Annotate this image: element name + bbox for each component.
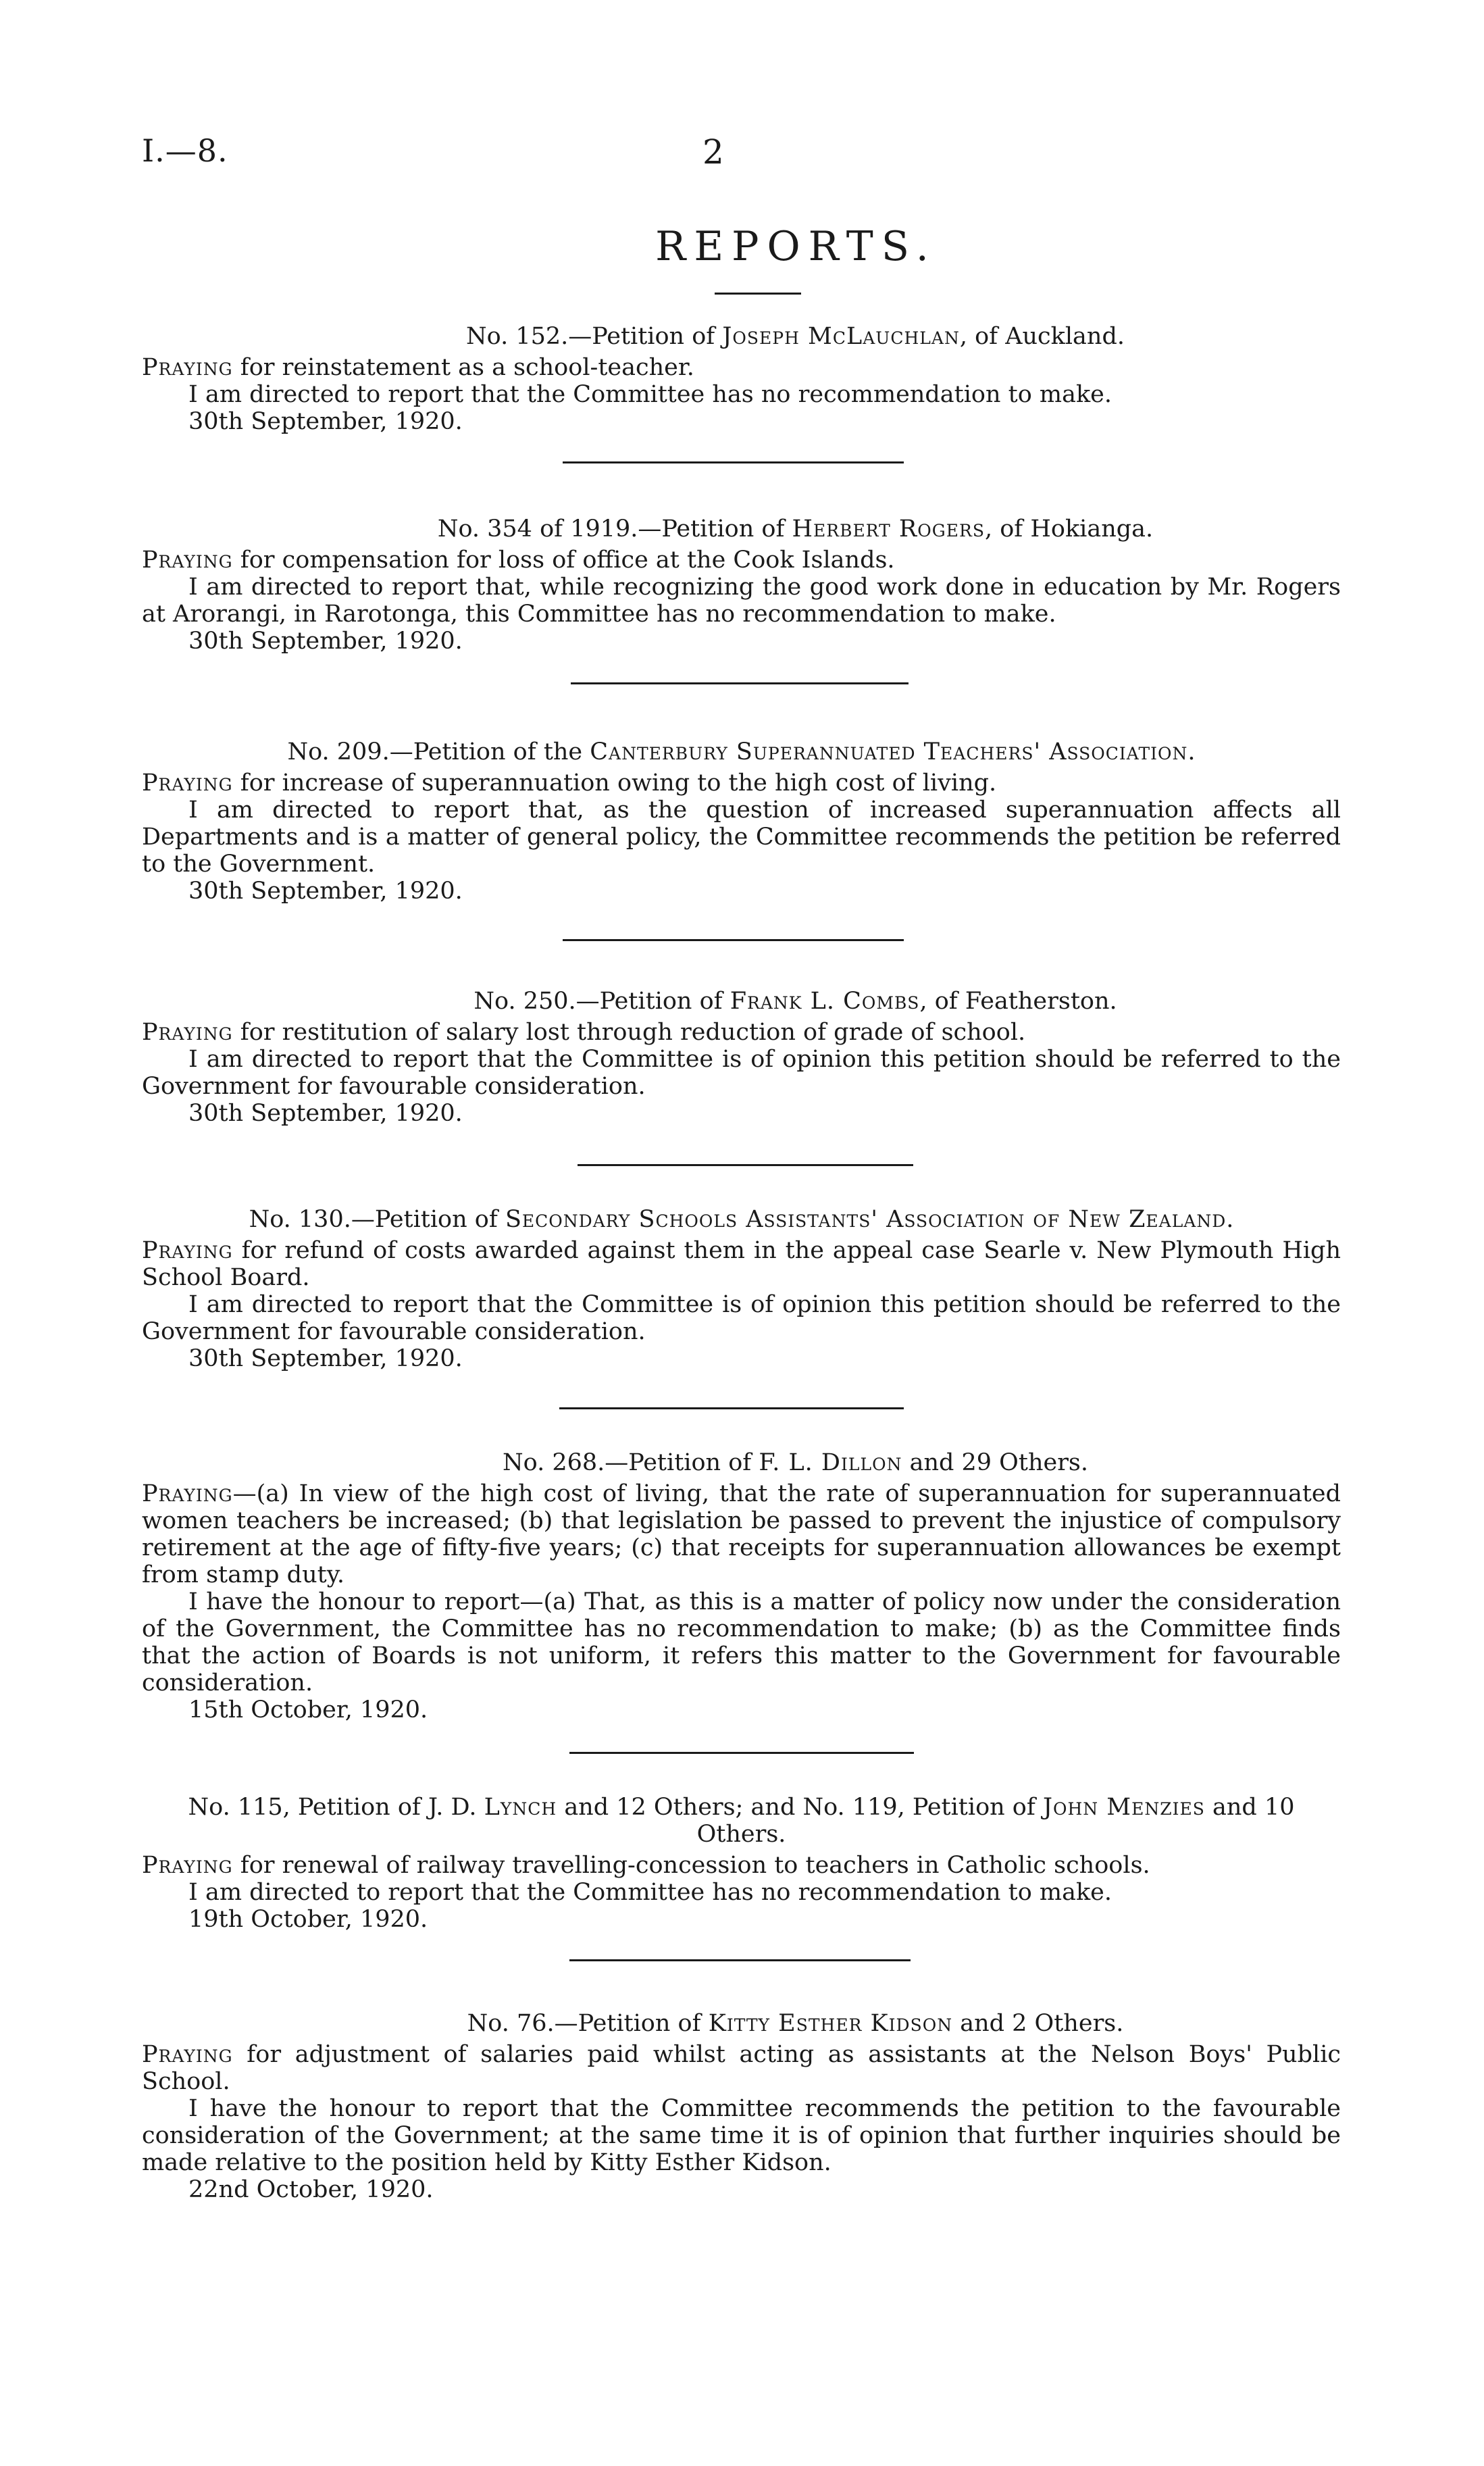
- report-date: 19th October, 1920.: [188, 1906, 428, 1933]
- report-354: [142, 515, 1341, 655]
- report-250: [142, 988, 1341, 1127]
- report-paragraph: I am directed to report that the Committee has no recommendation to make.: [188, 381, 1112, 408]
- report-heading: No. 130.—Petition of Secondary Schools Assistants' Association of New Zealand.: [249, 1206, 1234, 1233]
- report-heading: No. 152.—Petition of Joseph McLauchlan, of Auckland.: [466, 323, 1125, 350]
- praying-paragraph: Praying for compensation for loss of office at the Cook Islands.: [142, 547, 895, 574]
- report-date: 30th September, 1920.: [188, 1345, 463, 1372]
- section-divider: [569, 1959, 911, 1961]
- report-paragraph: I am directed to report that the Committee has no recommendation to make.: [188, 1879, 1112, 1906]
- praying-paragraph: Praying for adjustment of salaries paid whilst acting as assistants at the Nelson Boys' Public School.: [142, 2041, 1341, 2095]
- report-76: [142, 2010, 1341, 2203]
- report-paragraph: I am directed to report that the Committee is of opinion this petition should be referred to the Government for favourable consideration.: [142, 1046, 1341, 1100]
- section-divider: [571, 682, 909, 684]
- section-divider: [578, 1164, 913, 1166]
- report-115-119: [142, 1794, 1341, 1933]
- report-130: [142, 1206, 1341, 1372]
- report-paragraph: I am directed to report that, while recognizing the good work done in education by Mr. Rogers at Arorangi, in Rarotonga, this Committee has no recommendation to make.: [142, 574, 1341, 628]
- report-paragraph: I am directed to report that the Committee is of opinion this petition should be referred to the Government for favourable consideration.: [142, 1291, 1341, 1345]
- report-268: [142, 1449, 1341, 1723]
- praying-paragraph: Praying for refund of costs awarded against them in the appeal case Searle v. New Plymouth High School Board.: [142, 1237, 1341, 1291]
- praying-paragraph: Praying for reinstatement as a school-teacher.: [142, 354, 694, 381]
- page-number: 2: [702, 132, 724, 172]
- section-divider: [569, 1752, 914, 1754]
- report-heading: No. 209.—Petition of the Canterbury Superannuated Teachers' Association.: [287, 738, 1196, 765]
- praying-paragraph: Praying for increase of superannuation owing to the high cost of living.: [142, 770, 997, 797]
- report-date: 22nd October, 1920.: [188, 2176, 434, 2203]
- report-date: 30th September, 1920.: [188, 878, 463, 905]
- report-209: [142, 738, 1341, 905]
- report-heading: No. 76.—Petition of Kitty Esther Kidson and 2 Others.: [467, 2010, 1124, 2037]
- praying-paragraph: Praying for restitution of salary lost through reduction of grade of school.: [142, 1019, 1026, 1046]
- praying-paragraph: Praying—(a) In view of the high cost of living, that the rate of superannuation for superannuated women teachers be increased; (b) that legislation be passed to prevent the injustice of compulsory retirement at the age of fifty-five years; (c) that receipts for superannuation allowances be exempt from stamp duty.: [142, 1480, 1341, 1588]
- page-title: REPORTS.: [655, 223, 937, 270]
- section-divider: [563, 939, 904, 941]
- report-paragraph: I have the honour to report that the Committee recommends the petition to the favourable consideration of the Government; at the same time it is of opinion that further inquiries should be made relative to the position held by Kitty Esther Kidson.: [142, 2095, 1341, 2176]
- report-date: 15th October, 1920.: [188, 1696, 428, 1723]
- report-date: 30th September, 1920.: [188, 408, 463, 435]
- report-heading: No. 354 of 1919.—Petition of Herbert Rogers, of Hokianga.: [437, 515, 1154, 543]
- praying-paragraph: Praying for renewal of railway travelling-concession to teachers in Catholic schools.: [142, 1852, 1150, 1879]
- report-152: [142, 323, 1341, 435]
- report-heading: No. 115, Petition of J. D. Lynch and 12 Others; and No. 119, Petition of John Menzies and 10 Others.: [188, 1794, 1295, 1848]
- title-rule: [715, 293, 801, 295]
- section-divider: [559, 1407, 904, 1409]
- report-heading: No. 268.—Petition of F. L. Dillon and 29 Others.: [502, 1449, 1089, 1476]
- report-date: 30th September, 1920.: [188, 1100, 463, 1127]
- report-paragraph: I have the honour to report—(a) That, as this is a matter of policy now under the consideration of the Government, the Committee has no recommendation to make; (b) as the Committee finds that the action of Boards is not uniform, it refers this matter to the Government for favourable consideration.: [142, 1588, 1341, 1696]
- report-date: 30th September, 1920.: [188, 628, 463, 655]
- section-divider: [563, 461, 904, 463]
- report-heading: No. 250.—Petition of Frank L. Combs, of Featherston.: [474, 988, 1117, 1015]
- report-paragraph: I am directed to report that, as the question of increased superannuation affects all Departments and is a matter of general policy, the Committee recommends the petition be referred to the Government.: [142, 797, 1341, 878]
- report-reference: I.—8.: [142, 132, 228, 169]
